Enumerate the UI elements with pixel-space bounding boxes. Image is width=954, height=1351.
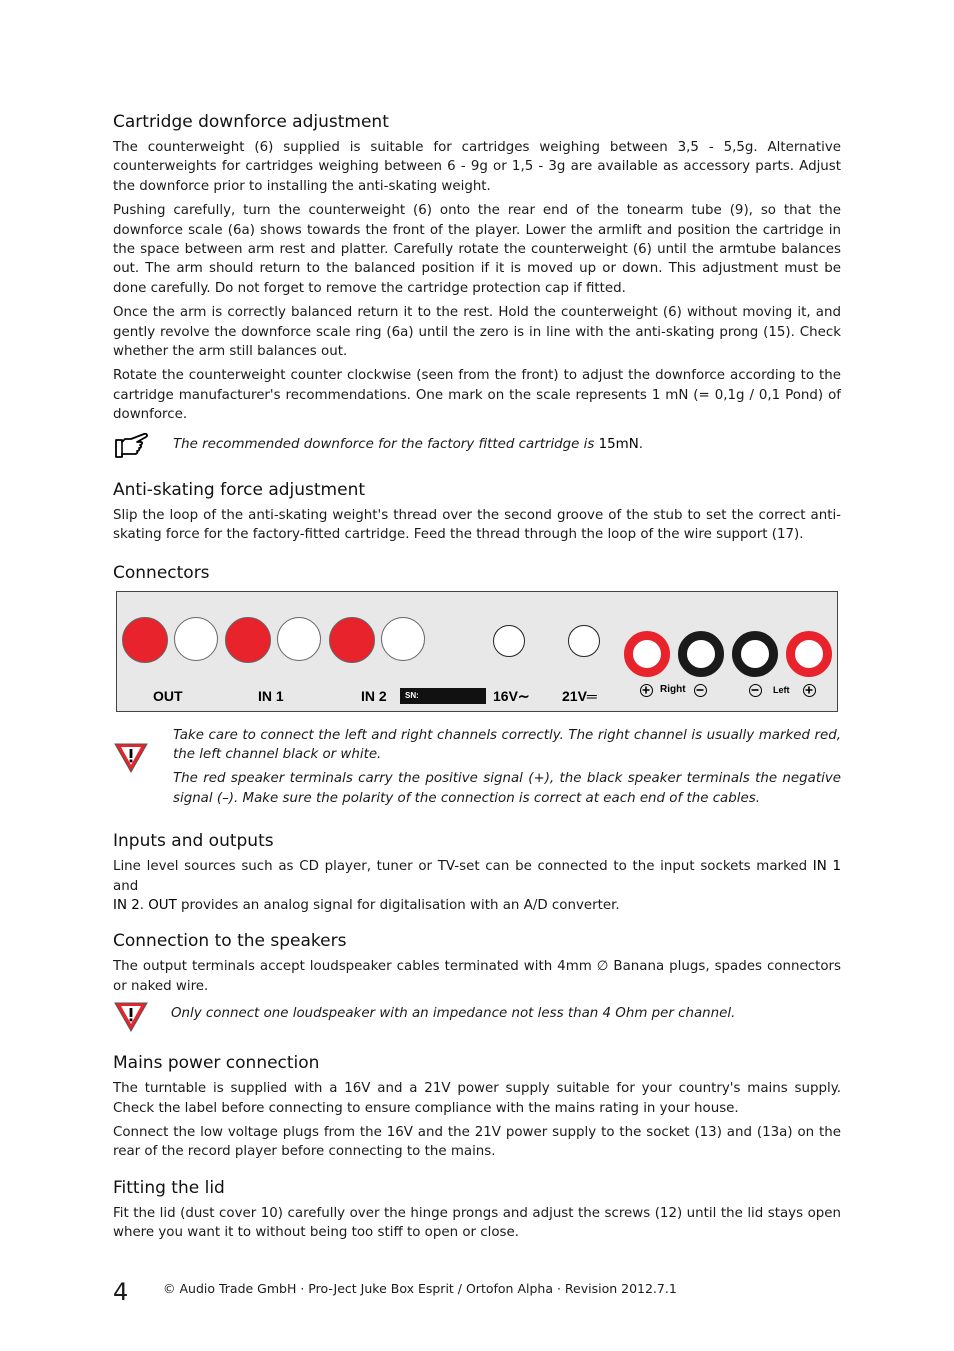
minus-icon xyxy=(694,684,707,697)
plus-icon xyxy=(803,684,816,697)
rca-out-white xyxy=(174,617,218,661)
note-value: 15mN xyxy=(598,436,639,452)
speaker-terminal-right-black xyxy=(678,631,724,677)
paragraph: Connect the low voltage plugs from the 16V and the 21V power supply to the socket (13) and (13a) on the rear of the record player before connecting to the mains. xyxy=(113,1124,841,1160)
channel-warning xyxy=(113,726,841,814)
paragraph: The output terminals accept loudspeaker cables terminated with 4mm ∅ Banana plugs, spades connectors or naked wire. xyxy=(113,959,841,994)
rca-out-red xyxy=(122,617,168,663)
page-content xyxy=(113,112,841,1248)
minus-icon xyxy=(749,684,762,697)
rca-in1-white xyxy=(277,617,321,661)
label-out: OUT xyxy=(153,687,183,704)
label-in1: IN 1 xyxy=(258,687,284,704)
footer-text: © Audio Trade GmbH · Pro-Ject Juke Box Esprit / Ortofon Alpha · Revision 2012.7.1 xyxy=(163,1281,677,1296)
serial-number-plate: SN: xyxy=(400,688,486,704)
rca-in1-red xyxy=(225,617,271,663)
label-right: Right xyxy=(660,683,686,695)
paragraph: The counterweight (6) supplied is suitable for cartridges weighing between 3,5 - 5,5g. Alternative counterweights for cartridges weighing between 6 - 9g or 1,5 - 3g are available as accessory parts. Adjust the downforce prior to installing the anti-skating weight. xyxy=(113,140,841,194)
warning-text: Take care to connect the left and right channels correctly. The right channel is usually marked red, the left channel black or white. xyxy=(173,727,841,762)
warning-triangle-icon xyxy=(113,726,173,778)
warning-text: Only connect one loudspeaker with an impedance not less than 4 Ohm per channel. xyxy=(171,1006,736,1022)
paragraph: Once the arm is correctly balanced return it to the rest. Hold the counterweight (6) without moving it, and gently revolve the downforce scale ring (6a) until the zero is in line with the anti-skating prong (15). Check whether the arm still balances out. xyxy=(113,305,841,360)
speaker-terminal-left-black xyxy=(732,631,778,677)
note-end: . xyxy=(638,436,643,452)
page-number: 4 xyxy=(113,1278,129,1306)
warning-triangle-icon xyxy=(113,1001,171,1037)
connector-panel xyxy=(116,591,838,712)
rca-in2-red xyxy=(329,617,375,663)
heading-speakers: Connection to the speakers xyxy=(113,931,347,952)
heading-cartridge: Cartridge downforce adjustment xyxy=(113,112,389,132)
paragraph: The turntable is supplied with a 16V and a 21V power supply suitable for your country's mains supply. Check the label before connecting to ensure compliance with the mains rating in your house. xyxy=(113,1081,841,1116)
warning-text: The red speaker terminals carry the positive signal (+), the black speaker terminals the negative signal (–). Make sure the polarity of the connection is correct at each end of the cables. xyxy=(173,771,841,806)
speaker-terminal-left-red xyxy=(786,631,832,677)
pointing-hand-icon xyxy=(113,430,173,464)
label-in2: IN 2 xyxy=(361,687,387,704)
label-21v: 21V═ xyxy=(562,687,597,704)
power-socket-16v xyxy=(493,625,525,657)
heading-mains: Mains power connection xyxy=(113,1053,320,1074)
heading-lid: Fitting the lid xyxy=(113,1177,225,1198)
downforce-note xyxy=(113,430,841,464)
label-16v: 16V∼ xyxy=(493,687,530,704)
speaker-terminal-right-red xyxy=(624,631,670,677)
rca-in2-white xyxy=(381,617,425,661)
plus-icon xyxy=(640,684,653,697)
label-left: Left xyxy=(773,684,790,695)
paragraph: Pushing carefully, turn the counterweight (6) onto the rear end of the tonearm tube (9), so that the downforce scale (6a) shows towards the front of the player. Lower the armlift and position the cartridge in the space between arm rest and platter. Carefully rotate the counterweight (6) until the armtube balances out. The arm should return to the balanced position if it is moved up or down. This adjustment must be done carefully. Do not forget to remove the cartridge protection cap if fitted. xyxy=(113,203,841,296)
paragraph: Slip the loop of the anti-skating weight's thread over the second groove of the stub to set the correct anti-skating force for the factory-fitted cartridge. Feed the thread through the loop of the wire support (17). xyxy=(113,507,841,543)
impedance-warning xyxy=(113,1001,841,1037)
note-text: The recommended downforce for the factory fitted cartridge is xyxy=(173,436,599,452)
heading-antiskating: Anti-skating force adjustment xyxy=(113,479,366,500)
power-socket-21v xyxy=(568,625,600,657)
paragraph: Line level sources such as CD player, tuner or TV-set can be connected to the input sockets marked IN 1 and IN 2. OUT provides an analog signal for digitalisation with an A/D converter. xyxy=(113,859,841,913)
paragraph: Rotate the counterweight counter clockwise (seen from the front) to adjust the downforce according to the cartridge manufacturer's recommendations. One mark on the scale represents 1 mN (= 0,1g / 0,1 Pond) of downforce. xyxy=(113,368,841,423)
paragraph: Fit the lid (dust cover 10) carefully over the hinge prongs and adjust the screws (12) until the lid stays open where you want it to without being too stiff to open or close. xyxy=(113,1205,841,1241)
heading-connectors: Connectors xyxy=(113,562,210,583)
heading-inputs: Inputs and outputs xyxy=(113,831,274,852)
